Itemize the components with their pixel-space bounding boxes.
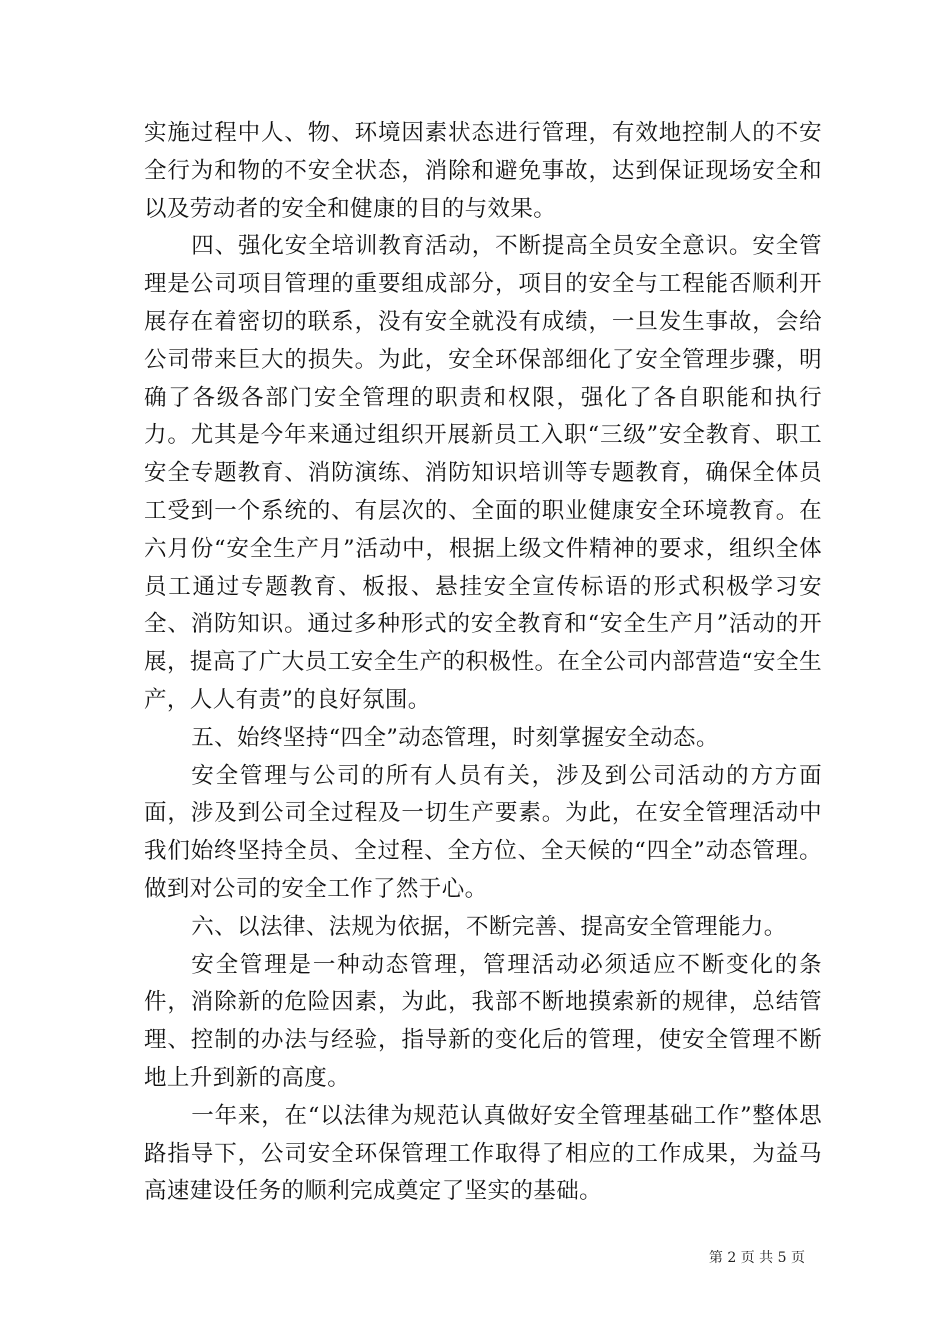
paragraph-section-six: 安全管理是一种动态管理，管理活动必须适应不断变化的条件，消除新的危险因素，为此，我部不断地摸索新的规律，总结管理、控制的办法与经验，指导新的变化后的管理，使安全管理不断地上升到新的高度。 [144, 951, 822, 1091]
paragraph-continuation: 实施过程中人、物、环境因素状态进行管理，有效地控制人的不安全行为和物的不安全状态，消除和避免事故，达到保证现场安全和以及劳动者的安全和健康的目的与效果。 [144, 120, 822, 222]
document-body [144, 115, 822, 1211]
heading-section-five: 五、始终坚持“四全”动态管理，时刻掌握安全动态。 [191, 724, 719, 751]
paragraph-section-four: 四、强化安全培训教育活动，不断提高全员安全意识。安全管理是公司项目管理的重要组成部分，项目的安全与工程能否顺利开展存在着密切的联系，没有安全就没有成绩，一旦发生事故，会给公司带来巨大的损失。为此，安全环保部细化了安全管理步骤，明确了各级各部门安全管理的职责和权限，强化了各自职能和执行力。尤其是今年来通过组织开展新员工入职“三级”安全教育、职工安全专题教育、消防演练、消防知识培训等专题教育，确保全体员工受到一个系统的、有层次的、全面的职业健康安全环境教育。在六月份“安全生产月”活动中，根据上级文件精神的要求，组织全体员工通过专题教育、板报、悬挂安全宣传标语的形式积极学习安全、消防知识。通过多种形式的安全教育和“安全生产月”活动的开展，提高了广大员工安全生产的积极性。在全公司内部营造“安全生产，人人有责”的良好氛围。 [144, 233, 822, 713]
heading-section-six: 六、以法律、法规为依据，不断完善、提高安全管理能力。 [191, 913, 787, 940]
page-number-footer: 第 2 页 共 5 页 [708, 1250, 805, 1266]
paragraph-section-five: 安全管理与公司的所有人员有关，涉及到公司活动的方方面面，涉及到公司全过程及一切生产要素。为此，在安全管理活动中我们始终坚持全员、全过程、全方位、全天候的“四全”动态管理。做到对公司的安全工作了然于心。 [144, 762, 822, 902]
paragraph-conclusion: 一年来，在“以法律为规范认真做好安全管理基础工作”整体思路指导下，公司安全环保管理工作取得了相应的工作成果，为益马高速建设任务的顺利完成奠定了坚实的基础。 [144, 1102, 822, 1205]
